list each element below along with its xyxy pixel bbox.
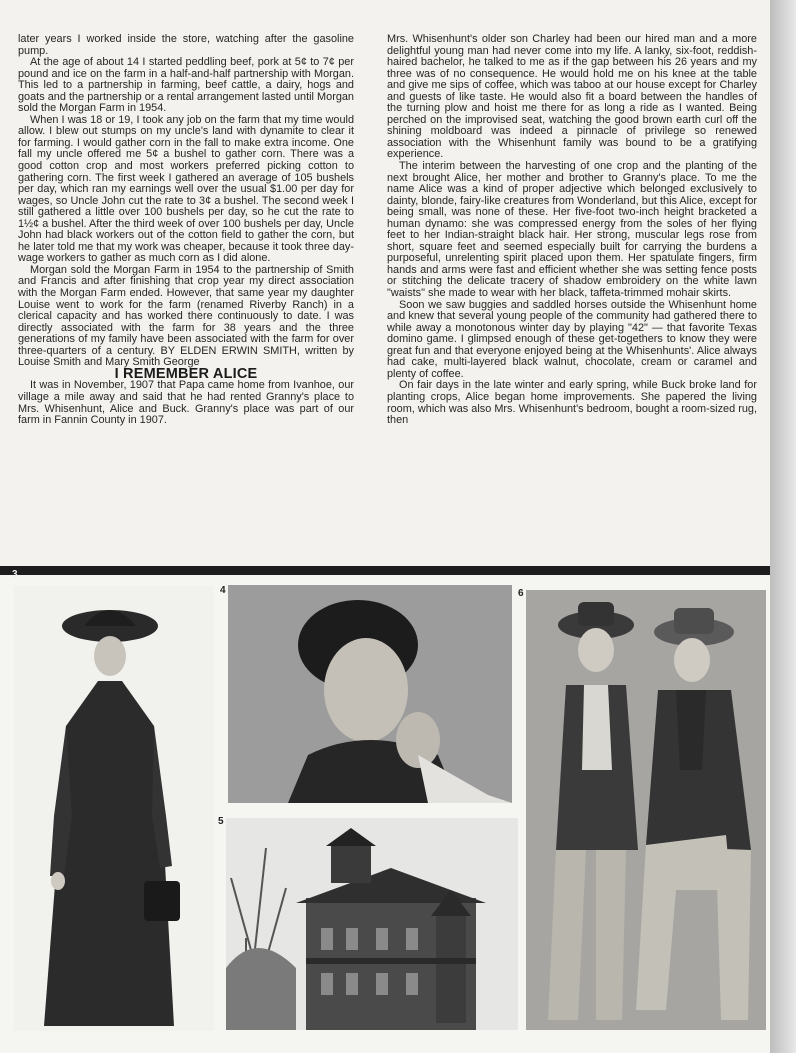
paragraph: Mrs. Whisenhunt's older son Charley had been our hired man and a more delightful young man had never come into my life. A lanky, six-foot, reddish-haired bachelor, he talked to me as if the gap between his 26 years and my three was of no consequence. He would hold me on his knee at the table and give me sips of coffee, which was taboo at our house except for Charley and guests of like taste. He would also fit a board between the handles of the turning plow and hoist me there for as long a ride as I wanted. Being perched on the improvised seat, watching the good brown earth curl off the shining moldboard was indeed a pinnacle of privilege so renewed association with the Whisenhunt family was bound to be a gratifying experience. xyxy=(387,33,757,161)
figure-number-4: 4 xyxy=(220,585,226,596)
left-text-column xyxy=(18,34,354,427)
figure-number-6: 6 xyxy=(518,588,524,599)
paragraph: The interim between the harvesting of one crop and the planting of the next brought Alice, her mother and brother to Granny's place. To me the name Alice was a kind of proper adjective which belonged exclusively to dainty, blonde, fairy-like creatures from Wonderland, but this Alice, except for being small, was none of these. Her five-foot two-inch height bracketed a human dynamo: she was compressed energy from the soles of her flying feet to her Indian-straight black hair. Her strong, muscular legs rose from short, square feet and seemed especially built for carrying the burdens a purposeful, unrelenting spirit placed upon them. Her spatulate fingers, firm hands and arms were fast and efficient whether she was setting fence posts or stitching the delicate tracery of shadow embroidery on the white lawn "waists" she made to wear with her black, taffeta-trimmed mohair skirts. xyxy=(387,160,757,300)
paragraph: later years I worked inside the store, watching after the gasoline pump. xyxy=(18,33,354,57)
photo-woman-in-hat xyxy=(14,586,214,1031)
photo-two-men xyxy=(526,590,766,1030)
section-divider-rule xyxy=(0,566,770,575)
paragraph: It was in November, 1907 that Papa came home from Ivanhoe, our village a mile away and said that he had rented Granny's place to Mrs. Whisenhunt, Alice and Buck. Granny's place was part of our farm in Fannin County in 1907. xyxy=(18,379,354,427)
photo-portrait-woman xyxy=(228,585,512,803)
figure-number-3: 3 xyxy=(12,569,18,580)
photo-victorian-house xyxy=(226,818,518,1030)
paragraph: When I was 18 or 19, I took any job on the farm that my time would allow. I blew out stumps on my uncle's land with dynamite to clear it for farming. I would gather corn in the fall to make extra income. One fall my uncle offered me 5¢ a bushel to gather corn. There was a good cotton crop and most workers preferred picking cotton to gathering corn. The first week I gathered an average of 105 bushels per day, which ran my earnings well over the usual $1.00 per day for wages, so Uncle John cut the rate to 3¢ a bushel. The second week I still gathered a little over 100 bushels per day, so he cut the rate to 1½¢ a bushel. After the third week of over 100 bushels per day, Uncle John had black workers out of the cotton field to gather the corn, but he later told me that my work was cheaper, because it took three day-wage workers to gather as much corn as I did alone. xyxy=(18,113,354,265)
figure-number-5: 5 xyxy=(218,816,224,827)
right-text-column xyxy=(387,34,757,427)
paragraph: Soon we saw buggies and saddled horses outside the Whisenhunt home and knew that several young people of the community had gathered there to while away a monotonous winter day by playing "42" — that favorite Texas domino game. I glimpsed enough of these get-togethers to know they were great fun and that everyone enjoyed being at the Whisenhunts'. Alice always had cake, multi-layered black walnut, chocolate, cream or caramel and plenty of coffee. xyxy=(387,298,757,380)
article-heading: I REMEMBER ALICE xyxy=(114,365,258,382)
page-edge-shadow xyxy=(770,0,796,1053)
paragraph: On fair days in the late winter and early spring, while Buck broke land for planting crops, Alice began home improvements. She papered the living room, which was also Mrs. Whisenhunt's bedroom, bought a room-sized rug, then xyxy=(387,379,757,427)
paragraph: At the age of about 14 I started peddling beef, pork at 5¢ to 7¢ per pound and ice on the farm in a half-and-half partnership with Morgan. This led to a partnership in farming, beef cattle, a dairy, hogs and goats and the partnership or a rental arrangement lasted until Morgan sold the Morgan Farm in 1954. xyxy=(18,56,354,115)
paragraph-byline: Morgan sold the Morgan Farm in 1954 to the partnership of Smith and Francis and after finishing that crop year my direct association with the Morgan Farm ended. However, that same year my daughter Louise went to work for the farm (renamed Riverby Ranch) in a clerical capacity and has worked there continuously to date. I was directly associated with the farm for 38 years and the three generations of my family have been associated with the farm for over three-quarters of a century. BY ELDEN ERWIN SMITH, written by Louise Smith and Mary Smith George xyxy=(18,263,354,369)
